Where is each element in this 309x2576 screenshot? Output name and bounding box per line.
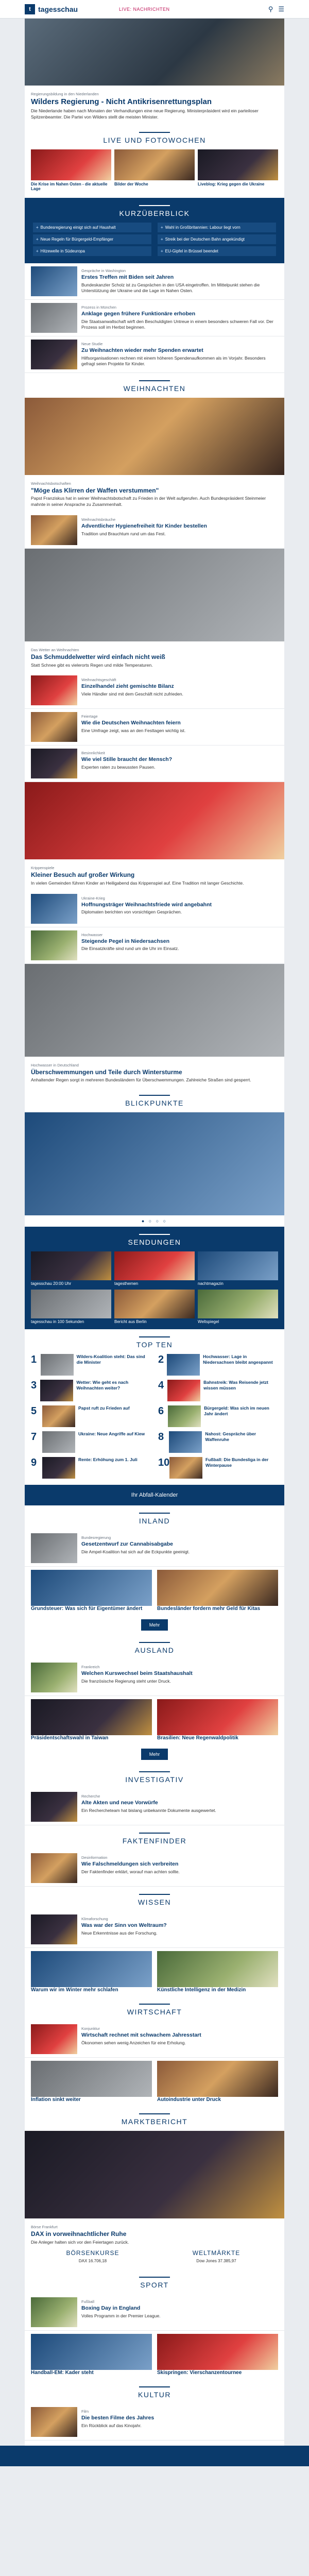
live-tile[interactable]	[31, 149, 111, 192]
topten-item[interactable]: 8 Nahost: Gespräche über Waffenruhe	[158, 1431, 278, 1453]
list-item[interactable]: Fußball Boxing Day in England Volles Programm in der Premier League.	[25, 2294, 284, 2331]
logo-text: tagesschau	[38, 5, 78, 13]
hero-meta: Regierungsbildung in den Niederlanden	[31, 92, 99, 96]
kurzueberblick-section	[25, 198, 284, 263]
list-item[interactable]: Neue Studie Zu Weihnachten wieder mehr Spenden erwartet Hilfsorganisationen rechnen mit einem höheren Spendenaufkommen als im Vorjahr. Besonders gefragt seien Projekte für Kinder.	[25, 336, 284, 373]
site-footer	[0, 2446, 309, 2466]
live-tile-caption: Die Krise im Nahen Osten - die aktuelle Lage	[31, 181, 108, 192]
promo-banner[interactable]: Ihr Abfall-Kalender	[25, 1485, 284, 1505]
weihnachten-heading: WEIHNACHTEN	[123, 384, 186, 393]
plus-icon: +	[161, 236, 163, 242]
topten-item[interactable]: 4 Bahnstreik: Was Reisende jetzt wissen müssen	[158, 1380, 278, 1401]
weihnachten-wide-image[interactable]	[25, 549, 284, 641]
wissen-card[interactable]: Künstliche Intelligenz in der Medizin	[157, 1951, 278, 1993]
topten-item[interactable]: 3 Wetter: Wie geht es nach Weihnachten weiter?	[31, 1380, 151, 1401]
market-row	[25, 2249, 284, 2269]
inland-card[interactable]: Bundesländer fordern mehr Geld für Kitas	[157, 1570, 278, 1612]
live-tile[interactable]	[114, 149, 195, 192]
weihnachten-lead-image[interactable]	[25, 398, 284, 475]
list-item[interactable]: Weihnachtsbräuche Adventlicher Hygienefreiheit für Kinder bestellen Tradition und Brauchtum rund um das Fest.	[25, 512, 284, 549]
topten-grid	[25, 1354, 284, 1485]
faktenfinder-section-head: FAKTENFINDER	[25, 1825, 284, 1850]
list-item[interactable]: Gespräche in Washington Erstes Treffen mit Biden seit Jahren Bundeskanzler Scholz ist zu Gesprächen in den USA eingetroffen. Im Mittelpunkt stehen die Unterstützung der Ukraine und die Lage im Nahen Osten.	[25, 263, 284, 300]
logo[interactable]	[25, 4, 78, 14]
live-link[interactable]: LIVE: NACHRICHTEN	[119, 6, 170, 12]
main-content: Regierungsbildung in den Niederlanden Wilders Regierung - Nicht Antikrisenrettungsplan Die Niederlande haben nach Monaten der Verhandlungen eine neue Regierung. Ministerpräsident wird ein parteiloser Spitzenbeamter. Die Partei von Wilders stellt die meisten Minister. LIVE UND FOTOWOCHEN Die Krise im Nahen Osten - die aktuelle Lage Bilder der Woche Liveblog: Krieg gegen die Ukraine KURZÜBERBLICK + Bundesregierung einigt sich auf Haushalt + Wahl in Großbritannien: Labour liegt vorn + Neue Regeln für Bürgergeld-Empfänger + Streik bei der Deutschen Bahn angekündigt + Hitzewelle in Südeuropa + EU-Gipfel in Brüssel beendet Gespräche in Washington Erstes Treffen mit Biden seit Jahren Bundeskanzler Scholz ist zu Gesprächen in den USA eingetroffen. Im Mittelpunkt stehen die Unterstützung der Ukraine und die Lage im Nahen Osten. Prozess in München Anklage gegen frühere Funktionäre erhoben Die Staatsanwaltschaft wirft den Beschuldigten Untreue in einem besonders schweren Fall vor. Der Prozess soll im Herbst beginnen. Neue Studie Zu Weihnachten wieder mehr Spenden erwartet Hilfsorganisationen rechnen mit einem höheren Spendenaufkommen als im Vorjahr. Besonders gefragt seien Projekte für Kinder. WEIHNACHTEN Weihnachtsbotschaften "Möge das Klirren der Waffen verstummen" Papst Franziskus hat in seiner Weihnachtsbotschaft zu Frieden in der Welt aufgerufen. Auch Bundespräsident Steinmeier mahnte in seiner Ansprache zu Zusammenhalt. Weihnachtsbräuche Adventlicher Hygienefreiheit für Kinder bestellen Tradition und Brauchtum rund um das Fest. Das Wetter an Weihnachten Das Schmuddelwetter wird einfach nicht weiß Statt Schnee gibt es vielerorts Regen und milde Temperaturen. Weihnachtsgeschäft Einzelhandel zieht gemischte Bilanz Viele Händler sind mit dem Geschäft nicht zufrieden. Feiertage Wie die Deutschen Weihnachten feiern Eine Umfrage zeigt, was an den Festtagen wichtig ist. Besinnlichkeit Wie viel Stille braucht der Mensch? Experten raten zu bewussten Pausen. Krippenspiele Kleiner Besuch auf großer Wirkung In vielen Gemeinden führen Kinder an Heiligabend das Krippenspiel auf. Eine Tradition mit langer Geschichte. Ukraine-Krieg Hoffnungsträger Weihnachtsfriede wird angebahnt Diplomaten berichten von vorsichtigen Gesprächen. Hochwasser Steigende Pegel in Niedersachsen Die Einsatzkräfte sind rund um die Uhr im Einsatz. Hochwasser in Deutschland Überschwemmungen und Teile durch Wintersturme Anhaltender Regen sorgt in mehreren Bundesländern für Überschwemmungen. Zahlreiche Straßen sind gesperrt. BLICKPUNKTE ● ○ ○ ○ SENDUNGEN tagesschau 20:00 Uhr tagesthemen nachtmagazin tagesschau in 100 Sekunden Bericht aus Berlin Weltspiegel TOP TEN 1 Wilders-Koalition steht: Das sind die Minister 2 Hochwasser: Lage in Niedersachsen bleibt angespannt 3 Wetter: Wie geht es nach Weihnachten weiter? 4 Bahnstreik: Was Reisende jetzt wissen müssen 5 Papst ruft zu Frieden auf 6 Bürgergeld: Was sich im neuen Jahr ändert 7 Ukraine: Neue Angriffe auf Kiew 8 Nahost: Gespräche über Waffenruhe 9 Rente: Erhöhung zum 1. Juli 10 Fußball: Die Bundesliga in der Winterpause Ihr Abfall-Kalender INLAND Bundesregierung Gesetzentwurf zur Cannabisabgabe Die Ampel-Koalition hat sich auf die Eckpunkte geeinigt. Grundsteuer: Was sich für Eigentümer ändert Bundesländer fordern mehr Geld für Kitas Mehr AUSLAND Frankreich Welchen Kurswechsel beim Staatshaushalt Die französische Regierung steht unter Druck. Präsidentschaftswahl in Taiwan Brasilien: Neue Regenwaldpolitik Mehr INVESTIGATIV Recherche Alte Akten und neue Vorwürfe Ein Rechercheteam hat bislang unbekannte Dokumente ausgewertet. FAKTENFINDER Desinformation Wie Falschmeldungen sich verbreiten Der Faktenfinder erklärt, worauf man achten sollte. WISSEN Klimaforschung Was war der Sinn von Weltraum? Neue Erkenntnisse aus der Forschung. Warum wir im Winter mehr schlafen Künstliche Intelligenz in der Medizin WIRTSCHAFT Konjunktur Wirtschaft rechnet mit schwachem Jahresstart Ökonomen sehen wenig Anzeichen für eine Erholung. Inflation sinkt weiter Autoindustrie unter Druck MARKTBERICHT Börse Frankfurt DAX in vorweihnachtlicher Ruhe Die Anleger halten sich vor den Feiertagen zurück. BÖRSENKURSE DAX 16.706,18 WELTMÄRKTE Dow Jones 37.385,97 SPORT Fußball Boxing Day in England Volles Programm in der Premier League. Handball-EM: Kader steht Skispringen: Vierschanzentournee KULTUR Film Die besten Filme des Jahres Ein Rückblick auf das Kinojahr.	[25, 19, 284, 2446]
topten-item[interactable]: 9 Rente: Erhöhung zum 1. Juli	[31, 1457, 151, 1479]
list-item[interactable]: Weihnachtsgeschäft Einzelhandel zieht gemischte Bilanz Viele Händler sind mit dem Geschäft nicht zufrieden.	[25, 672, 284, 709]
flood-image[interactable]	[25, 964, 284, 1057]
inland-card[interactable]: Grundsteuer: Was sich für Eigentümer ändert	[31, 1570, 152, 1612]
list-item[interactable]: Prozess in München Anklage gegen frühere Funktionäre erhoben Die Staatsanwaltschaft wirft den Beschuldigten Untreue in einem besonders schweren Fall vor. Der Prozess soll im Herbst beginnen.	[25, 300, 284, 336]
wirtschaft-pair	[25, 2058, 284, 2106]
blickpunkte-carousel[interactable]	[25, 1112, 284, 1215]
sport-section-head: SPORT	[25, 2269, 284, 2294]
list-item[interactable]: Klimaforschung Was war der Sinn von Weltraum? Neue Erkenntnisse aus der Forschung.	[25, 1911, 284, 1948]
inland-section-head: INLAND	[25, 1505, 284, 1530]
menu-icon[interactable]: ☰	[278, 5, 284, 13]
weihnachten-lead-title[interactable]: "Möge das Klirren der Waffen verstummen"	[31, 486, 159, 494]
topten-item[interactable]: 6 Bürgergeld: Was sich im neuen Jahr ändert	[158, 1405, 278, 1427]
wissen-section-head: WISSEN	[25, 1887, 284, 1911]
carousel-dots[interactable]: ● ○ ○ ○	[141, 1218, 168, 1224]
inland-pair	[25, 1567, 284, 1615]
topten-item[interactable]: 10 Fußball: Die Bundesliga in der Winterpause	[158, 1457, 278, 1479]
live-tile-caption: Liveblog: Krieg gegen die Ukraine	[198, 181, 265, 187]
ausland-card[interactable]: Brasilien: Neue Regenwaldpolitik	[157, 1699, 278, 1741]
wissen-pair	[25, 1948, 284, 1996]
sendungen-section: SENDUNGEN tagesschau 20:00 Uhr tagesthemen nachtmagazin tagesschau in 100 Sekunden Bericht aus Berlin Weltspiegel	[25, 1227, 284, 1329]
kurzueberblick-list	[25, 223, 284, 263]
list-item[interactable]: Frankreich Welchen Kurswechsel beim Staatshaushalt Die französische Regierung steht unter Druck.	[25, 1659, 284, 1696]
sport-pair	[25, 2331, 284, 2379]
list-item[interactable]: Recherche Alte Akten und neue Vorwürfe Ein Rechercheteam hat bislang unbekannte Dokumente ausgewertet.	[25, 1789, 284, 1825]
kurzueberblick-item[interactable]: + Wahl in Großbritannien: Labour liegt vorn	[158, 223, 276, 232]
sendung-tile[interactable]: tagesschau in 100 Sekunden	[31, 1290, 111, 1325]
weihnachten-big-image[interactable]	[25, 782, 284, 859]
logo-mark: t	[25, 4, 35, 14]
list-item[interactable]: Bundesregierung Gesetzentwurf zur Cannabisabgabe Die Ampel-Koalition hat sich auf die Eckpunkte geeinigt.	[25, 1530, 284, 1567]
ausland-pair	[25, 1696, 284, 1744]
topten-item[interactable]: 5 Papst ruft zu Frieden auf	[31, 1405, 151, 1427]
investigativ-section-head: INVESTIGATIV	[25, 1764, 284, 1789]
list-item[interactable]: Besinnlichkeit Wie viel Stille braucht der Mensch? Experten raten zu bewussten Pausen.	[25, 745, 284, 782]
list-item[interactable]: Ukraine-Krieg Hoffnungsträger Weihnachtsfriede wird angebahnt Diplomaten berichten von vorsichtigen Gesprächen.	[25, 891, 284, 927]
live-tile[interactable]	[198, 149, 278, 192]
topten-item[interactable]: 2 Hochwasser: Lage in Niedersachsen bleibt angespannt	[158, 1354, 278, 1376]
hero-image[interactable]	[25, 19, 284, 86]
sendung-tile[interactable]: nachtmagazin	[198, 1251, 278, 1286]
list-item[interactable]: Hochwasser Steigende Pegel in Niedersachsen Die Einsatzkräfte sind rund um die Uhr im Einsatz.	[25, 927, 284, 964]
kurzueberblick-item[interactable]: + Streik bei der Deutschen Bahn angekündigt	[158, 234, 276, 244]
wirtschaft-card[interactable]: Autoindustrie unter Druck	[157, 2061, 278, 2103]
hero-title[interactable]: Wilders Regierung - Nicht Antikrisenrettungsplan	[31, 97, 212, 106]
plus-icon: +	[161, 248, 163, 253]
kurzueberblick-item[interactable]: + Neue Regeln für Bürgergeld-Empfänger	[33, 234, 151, 244]
sendungen-grid	[25, 1251, 284, 1329]
kurzueberblick-heading: KURZÜBERBLICK	[119, 209, 190, 217]
sendung-tile[interactable]: Weltspiegel	[198, 1290, 278, 1325]
live-tile-caption: Bilder der Woche	[114, 181, 148, 187]
topten-section-head: TOP TEN	[25, 1329, 284, 1354]
list-item[interactable]: Film Die besten Filme des Jahres Ein Rückblick auf das Kinojahr.	[25, 2404, 284, 2441]
site-header	[0, 0, 309, 19]
topten-item[interactable]: 1 Wilders-Koalition steht: Das sind die Minister	[31, 1354, 151, 1376]
topten-item[interactable]: 7 Ukraine: Neue Angriffe auf Kiew	[31, 1431, 151, 1453]
live-heading: LIVE UND FOTOWOCHEN	[103, 135, 206, 144]
wissen-card[interactable]: Warum wir im Winter mehr schlafen	[31, 1951, 152, 1993]
list-item[interactable]: Desinformation Wie Falschmeldungen sich verbreiten Der Faktenfinder erklärt, worauf man achten sollte.	[25, 1850, 284, 1887]
wirtschaft-card[interactable]: Inflation sinkt weiter	[31, 2061, 152, 2103]
sport-card[interactable]: Skispringen: Vierschanzentournee	[157, 2334, 278, 2376]
ausland-card[interactable]: Präsidentschaftswahl in Taiwan	[31, 1699, 152, 1741]
list-item[interactable]: Feiertage Wie die Deutschen Weihnachten feiern Eine Umfrage zeigt, was an den Festtagen wichtig ist.	[25, 709, 284, 745]
more-ausland-button[interactable]: Mehr	[141, 1749, 168, 1760]
plus-icon: +	[36, 236, 39, 242]
wirtschaft-section-head: WIRTSCHAFT	[25, 1996, 284, 2021]
live-section-head	[25, 125, 284, 149]
live-tiles	[25, 149, 284, 198]
sendung-tile[interactable]: Bericht aus Berlin	[114, 1290, 195, 1325]
list-item[interactable]: Konjunktur Wirtschaft rechnet mit schwachem Jahresstart Ökonomen sehen wenig Anzeichen für eine Erholung.	[25, 2021, 284, 2058]
sendung-tile[interactable]: tagesschau 20:00 Uhr	[31, 1251, 111, 1286]
weihnachten-lead: Weihnachtsbotschaften "Möge das Klirren der Waffen verstummen" Papst Franziskus hat in seiner Weihnachtsbotschaft zu Frieden in der Welt aufgerufen. Auch Bundespräsident Steinmeier mahnte in seiner Ansprache zu Zusammenhalt.	[25, 475, 284, 512]
kurzueberblick-item[interactable]: + Bundesregierung einigt sich auf Haushalt	[33, 223, 151, 232]
blickpunkte-section-head: BLICKPUNKTE	[25, 1088, 284, 1112]
plus-icon: +	[36, 248, 39, 253]
marktbericht-image[interactable]	[25, 2131, 284, 2218]
hero-text	[25, 86, 284, 125]
more-inland-button[interactable]: Mehr	[141, 1619, 168, 1631]
market-link[interactable]: BÖRSENKURSE DAX 16.706,18	[66, 2249, 119, 2264]
plus-icon: +	[161, 225, 163, 230]
kultur-section-head: KULTUR	[25, 2379, 284, 2404]
hero-teaser: Die Niederlande haben nach Monaten der Verhandlungen eine neue Regierung. Ministerpräsident wird ein parteiloser Spitzenbeamter. Die Partei von Wilders stellt die meisten Minister.	[31, 108, 259, 120]
search-icon[interactable]: ⚲	[268, 5, 273, 13]
plus-icon: +	[36, 225, 39, 230]
sendung-tile[interactable]: tagesthemen	[114, 1251, 195, 1286]
sport-card[interactable]: Handball-EM: Kader steht	[31, 2334, 152, 2376]
kurzueberblick-item[interactable]: + EU-Gipfel in Brüssel beendet	[158, 246, 276, 256]
market-link[interactable]: WELTMÄRKTE Dow Jones 37.385,97	[192, 2249, 241, 2264]
weihnachten-section-head	[25, 373, 284, 398]
marktbericht-section-head: MARKTBERICHT	[25, 2106, 284, 2131]
kurzueberblick-item[interactable]: + Hitzewelle in Südeuropa	[33, 246, 151, 256]
ausland-section-head: AUSLAND	[25, 1635, 284, 1659]
header-icons	[268, 5, 284, 13]
